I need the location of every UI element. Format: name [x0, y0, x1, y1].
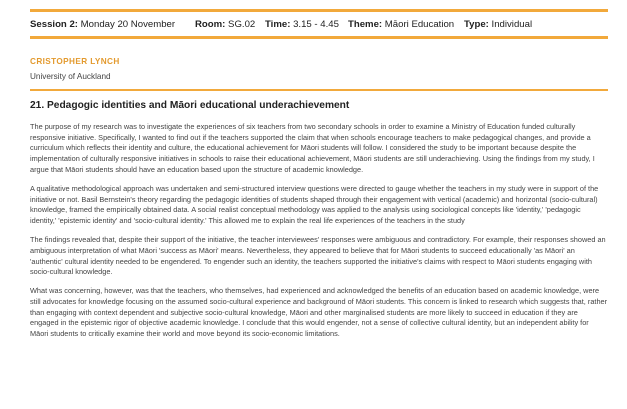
document-page	[30, 0, 608, 348]
theme-label: Theme:	[348, 18, 383, 30]
abstract-paragraph: A qualitative methodological approach was undertaken and semi-structured interview questions were directed to gauge whether the teachers in my study were in support of the initiative or not. Basil Bernstein's theory regarding the pedagogic identities of students shaped through their engagement with vertical (academic) and horizontal (socio-cultural) knowledge, framed the empirically obtained data. A social realist conceptual methodology was applied to the analysis using sociological concepts like 'identity,' 'pedagogic identity,' 'epistemic identity' and 'socio-cultural identity.' This allowed me to explain the real life experiences of the teachers in the study	[30, 183, 599, 226]
abstract-paragraph: The purpose of my research was to investigate the experiences of six teachers from two secondary schools in order to examine a Ministry of Education funded culturally responsive initiative. Specifically, I wanted to find out if the teachers supported the claim that when schools encourage teachers to make pedagogical changes, and provide a curriculum which reflects their identity and culture, the educational achievement for Māori students will follow. I considered the study to be important because despite the implementation of culturally responsive initiatives in schools to raise their educational achievement, Māori students are still underachieving. Using the findings from my study, I argue that Māori students should have an education based upon the structure of academic knowledge.	[30, 122, 595, 174]
type-value: Individual	[491, 18, 533, 30]
abstract-paragraph: The findings revealed that, despite their support of the initiative, the teacher interviewees' responses were ambiguous and contradictory. For example, their responses showed an ambiguous interpretation of what Māori 'success as Māori' means. Nevertheless, they appeared to believe that for Māori students to succeed educationally 'as Māori' an 'authentic' cultural identity needed to be engendered. To engender such an identity, the teachers supported the initiative's claims with respect to Māori students engaging with socio-cultural knowledge.	[30, 235, 606, 277]
theme-value: Māori Education	[384, 18, 455, 30]
session-info-bar	[30, 12, 608, 36]
time-value: 3.15 - 4.45	[293, 18, 339, 30]
author-name: CRISTOPHER LYNCH	[30, 57, 120, 66]
session-value: Monday 20 November	[80, 18, 176, 30]
author-affiliation: University of Auckland	[30, 72, 111, 81]
room-field	[195, 19, 265, 30]
room-label: Room:	[195, 18, 226, 30]
session-field	[30, 19, 195, 30]
time-label: Time:	[265, 18, 291, 30]
abstract-body	[30, 122, 608, 340]
session-bottom-rule	[30, 36, 608, 39]
type-field	[464, 19, 532, 30]
session-label: Session 2:	[30, 18, 78, 30]
time-field	[265, 19, 348, 30]
paper-title: 21. Pedagogic identities and Māori educational underachievement	[30, 100, 350, 111]
room-value: SG.02	[228, 18, 256, 30]
type-label: Type:	[464, 18, 489, 30]
title-rule	[30, 89, 608, 91]
abstract-paragraph: What was concerning, however, was that the teachers, who themselves, had experienced and acknowledged the benefits of an education based on academic knowledge, were still advocates for knowledge focusing on the assumed socio-cultural experience and background of Māori students. This concern is linked to research which suggests that, rather than engaging with context dependent and subjective socio-cultural knowledge, Māori and other marginalised students are more likely to succeed in education if they are engaged in the epistemic rigor of objective academic knowledge. I conclude that this would engender, not a sense of collective cultural identity, but an independent ability for Māori students to critically examine their world and move beyond its socio-economic limitations.	[30, 286, 608, 339]
author-block	[30, 57, 608, 81]
theme-field	[348, 19, 464, 30]
